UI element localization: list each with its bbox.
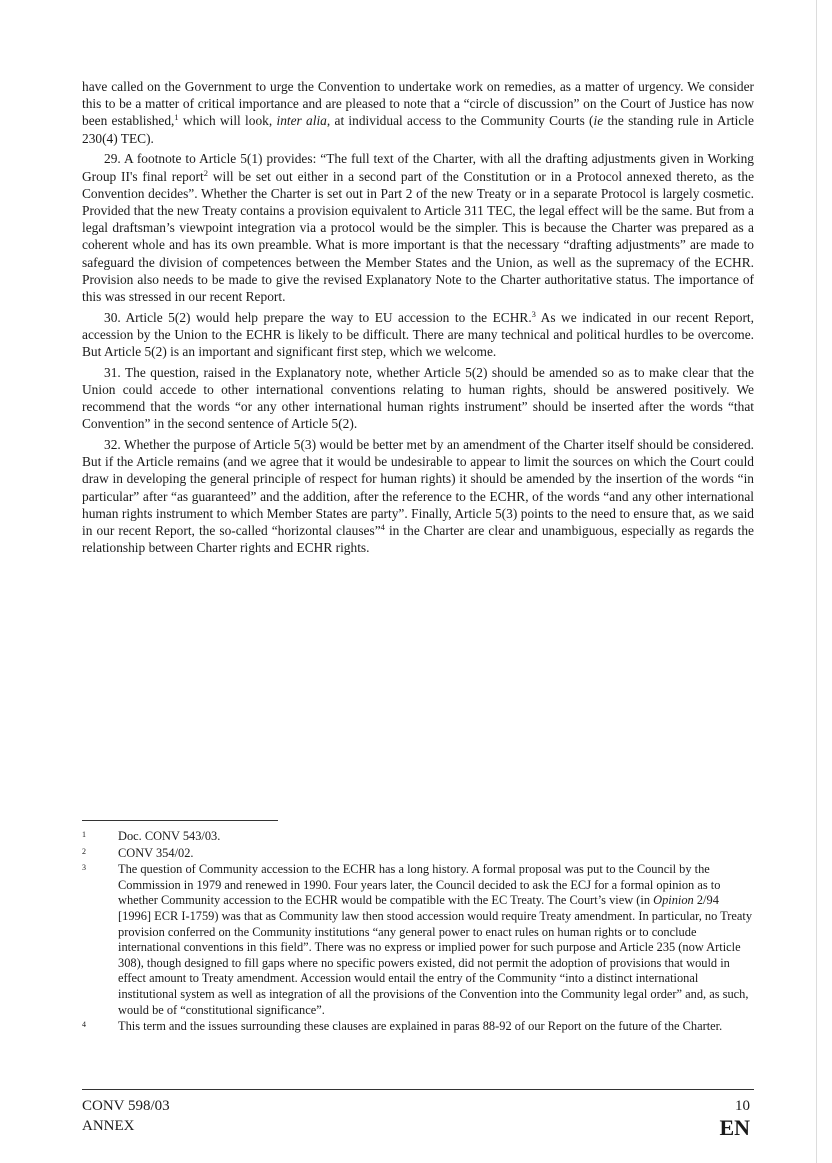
footnote-text: CONV 354/02. (118, 845, 194, 860)
italic-text: ie (593, 113, 604, 129)
paragraph-32 (82, 436, 754, 556)
footnote-number: 3 (82, 863, 86, 873)
footnote-number: 2 (82, 846, 86, 856)
text-run: 2/94 [1996] ECR I-1759) was that as Community law then stood accession would require Treaty amendment. In particular, no Treaty provision conferred on the Community institutions “any general power to enact rules on human rights or to conclude international conventions in this field”. There was no express or implied power for such purpose and Article 235 (now Article 308), though designed to fill gaps where no specific powers existed, did not permit the adoption of provisions that would in effect amount to Treaty amendment. Accession would entail the entry of the Community “into a distinct international institutional system as well as integration of all the provisions of the Convention into the Community legal order” and, as such, would be of “constitutional significance”. (118, 893, 753, 1017)
paragraph-30 (82, 309, 754, 361)
italic-text: inter alia (276, 113, 327, 129)
footnotes-section (82, 829, 754, 1036)
paragraph-29 (82, 150, 754, 305)
page-number: 10 (735, 1098, 750, 1114)
footnote-text (118, 862, 752, 1016)
footnote-number: 4 (82, 1020, 86, 1030)
document-reference: CONV 598/03 (82, 1098, 170, 1114)
text-run: which will look, (178, 113, 277, 129)
footnote-text: This term and the issues surrounding these clauses are explained in paras 88-92 of our Report on the future of the Charter. (118, 1019, 723, 1034)
text-run: in the Charter are clear and unambiguous, especially as regards the relationship between Charter rights and ECHR rights. (82, 523, 754, 556)
paragraph-31: 31. The question, raised in the Explanatory note, whether Article 5(2) should be amended so as to make clear that the Union could accede to other international conventions relating to human rights, should be answered positively. We recommend that the words “or any other international human rights instrument” should be inserted after the words “that Convention” in the second sentence of Article 5(2). (82, 364, 754, 432)
text-run: 32. Whether the purpose of Article 5(3) would be better met by an amendment of the Charter itself should be considered. But if the Article remains (and we agree that it would be undesirable to appear to limit the sources on which the Court could draw in developing the general principle of respect for human rights) it should be amended by the insertion of the words “in particular” after “as guaranteed” and the addition, after the reference to the ECHR, of the words “and any other international human rights instrument to which Member States are party”. Finally, Article 5(3) points to the need to ensure that, as we said in our recent Report, the so-called “horizontal clauses” (82, 437, 754, 539)
footnote-text: Doc. CONV 543/03. (118, 829, 221, 843)
document-section: ANNEX (82, 1118, 135, 1134)
text-run: the standing rule in Article 230(4) TEC). (82, 113, 754, 146)
footer-left (82, 1096, 170, 1136)
text-run: As we indicated in our recent Report, accession by the Union to the ECHR is likely to be difficult. There are many technical and political hurdles to be overcome. But Article 5(2) is an important and significant first step, which we welcome. (82, 309, 754, 360)
language-code: EN (719, 1115, 750, 1140)
main-body-text (82, 78, 754, 560)
text-run: 29. A footnote to Article 5(1) provides: “The full text of the Charter, with all the drafting adjustments given in Working Group II's final report (82, 151, 754, 184)
footnote-ref-4[interactable]: 4 (380, 522, 385, 533)
text-run: , at individual access to the Community Courts ( (326, 113, 594, 129)
footnote-ref-3[interactable]: 3 (531, 308, 536, 319)
paragraph-continuation (82, 78, 754, 147)
footer-right (719, 1096, 750, 1140)
footnote-ref-2[interactable]: 2 (203, 167, 208, 178)
text-run: The question of Community accession to the ECHR has a long history. A formal proposal was put to the Council by the Commission in 1979 and renewed in 1990. Four years later, the Council decided to ask the ECJ for a formal opinion as to whether Community accession to the ECHR would be compatible with the EC Treaty. The Court’s view (in (118, 862, 721, 908)
text-run: have called on the Government to urge the Convention to undertake work on remedies, as a matter of urgency. We consider this to be a matter of critical importance and are pleased to note that a “circle of discussion” on the Court of Justice has now been established, (82, 79, 754, 129)
footnote-3 (82, 862, 754, 1018)
text-run: 30. Article 5(2) would help prepare the way to EU accession to the ECHR. (104, 309, 532, 325)
footnote-2 (82, 846, 754, 862)
italic-text: Opinion (653, 893, 694, 908)
footnote-1 (82, 829, 754, 845)
footnote-separator (82, 820, 278, 821)
text-run: will be set out either in a second part of the Constitution or in a Protocol annexed thereto, as the Convention decides”. Whether the Charter is set out in Part 2 of the new Treaty or in a separate Protocol is largely cosmetic. Provided that the new Treaty contains a provision equivalent to Article 311 TEC, the legal effect will be the same. But from a legal draftsman’s viewpoint integration via a protocol would be the simpler. This is because the Charter was prepared as a coherent whole and has its own preamble. What is more important is that the necessary “drafting adjustments” are made to safeguard the division of competences between the Member States and the Union, as well as the supremacy of the ECHR. Provision also needs to be made to give the revised Explanatory Note to the Charter authoritative status. The importance of this was stressed in our recent Report. (82, 168, 755, 304)
page-edge-divider (816, 0, 817, 1163)
footnote-ref-1[interactable]: 1 (174, 112, 179, 123)
footnote-4 (82, 1019, 754, 1035)
footnote-number: 1 (82, 830, 86, 839)
footer-separator (82, 1089, 754, 1090)
